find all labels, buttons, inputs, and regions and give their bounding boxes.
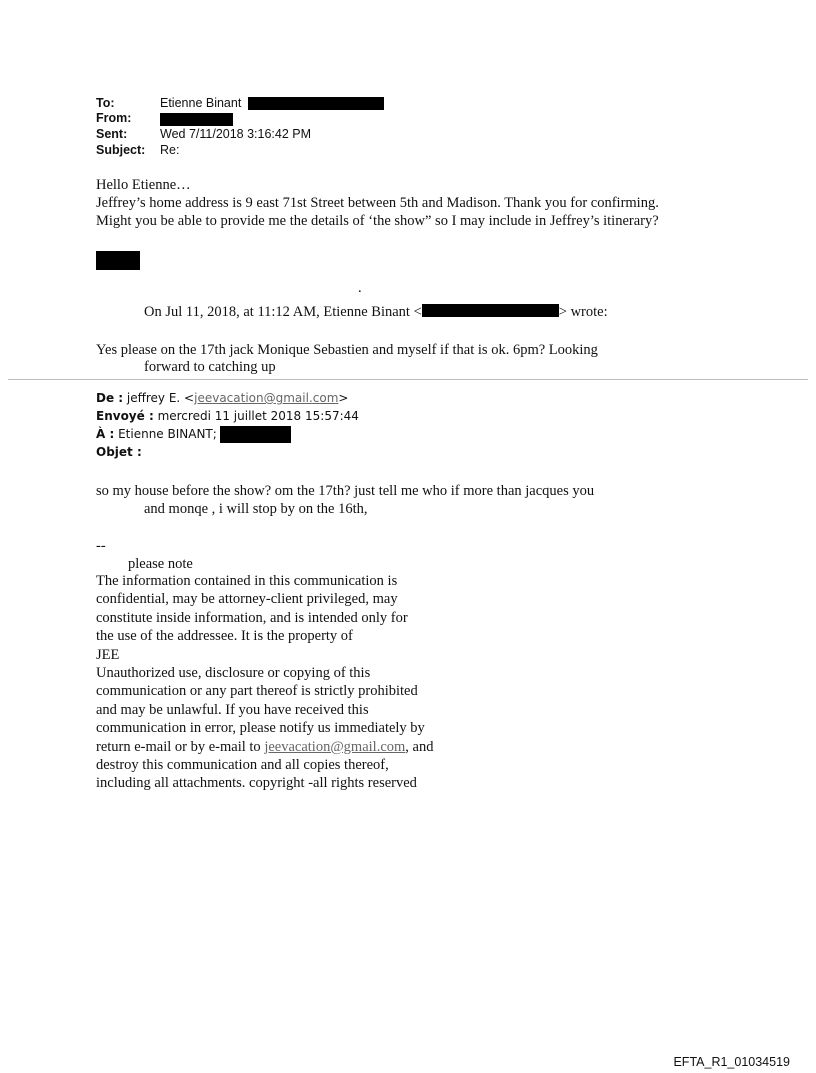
de-close: > [338,391,349,405]
disclaimer-email-link[interactable]: jeevacation@gmail.com [264,738,406,755]
disclaimer-line: including all attachments. copyright -all rights reserved [96,775,417,792]
disclaimer-line: Unauthorized use, disclosure or copying of this [96,665,371,682]
disclaimer-line: The information contained in this communication is [96,573,398,589]
disclaimer-line: and may be unlawful. If you have received this [96,701,369,718]
to-label: To: [96,96,115,110]
from-label: From: [96,111,132,125]
disclaimer-line: JEE [96,646,120,663]
message-line-1: so my house before the show? om the 17th? just tell me who if more than jacques you [96,483,595,499]
redaction-bar [160,113,233,126]
reply-line-2: forward to catching up [144,359,276,375]
sent-label: Sent: [96,127,128,141]
subject-value: Re: [160,143,180,157]
quoted-on-suffix: > wrote: [558,304,608,320]
redaction-bar [96,251,140,270]
a-value: Etienne BINANT; [114,427,217,441]
to-value: Etienne Binant [160,96,242,110]
a-line [96,427,217,441]
redaction-bar [422,304,559,317]
disclaimer-text: return e-mail or by e-mail to [96,738,265,755]
reply-line-1: Yes please on the 17th jack Monique Sebastien and myself if that is ok. 6pm? Looking [96,342,598,358]
disclaimer-line: communication or any part thereof is strictly prohibited [96,683,418,700]
disclaimer-line [96,738,433,756]
disclaimer-text: , and [405,738,434,755]
body-line-2: Might you be able to provide me the details of ‘the show” so I may include in Jeffrey’s itinerary? [96,213,659,229]
divider [8,379,808,380]
disclaimer-line: the use of the addressee. It is the property of [96,628,353,645]
de-email-link[interactable]: jeevacation@gmail.com [194,391,339,405]
disclaimer [96,572,433,793]
message-line-2: and monqe , i will stop by on the 16th, [144,501,368,517]
disclaimer-line: communication in error, please notify us immediately by [96,720,425,737]
signature-dashes: -- [96,538,106,554]
disclaimer-line: confidential, may be attorney-client privileged, may [96,591,398,608]
objet-line [96,445,142,459]
subject-label: Subject: [96,143,146,157]
disclaimer-line: constitute inside information, and is intended only for [96,609,408,626]
greeting: Hello Etienne… [96,177,191,193]
please-note: please note [128,556,193,572]
quoted-on-line [144,303,608,321]
de-label: De : [96,391,124,405]
envoye-line [96,409,359,423]
document-id: EFTA_R1_01034519 [673,1055,790,1069]
redaction-bar [248,97,384,110]
a-label: À : [96,427,115,441]
envoye-value: mercredi 11 juillet 2018 15:57:44 [153,409,359,423]
envoye-label: Envoyé : [96,409,154,423]
objet-label: Objet : [96,445,142,459]
de-name: jeffrey E. < [123,391,195,405]
body-line-1: Jeffrey’s home address is 9 east 71st Street between 5th and Madison. Thank you for confirming. [96,195,659,211]
de-line [96,391,348,405]
redaction-bar [220,426,291,443]
quoted-on-prefix: On Jul 11, 2018, at 11:12 AM, Etienne Binant < [144,304,422,320]
stray-dot: . [358,280,362,296]
sent-value: Wed 7/11/2018 3:16:42 PM [160,127,312,141]
disclaimer-line: destroy this communication and all copies thereof, [96,757,389,774]
